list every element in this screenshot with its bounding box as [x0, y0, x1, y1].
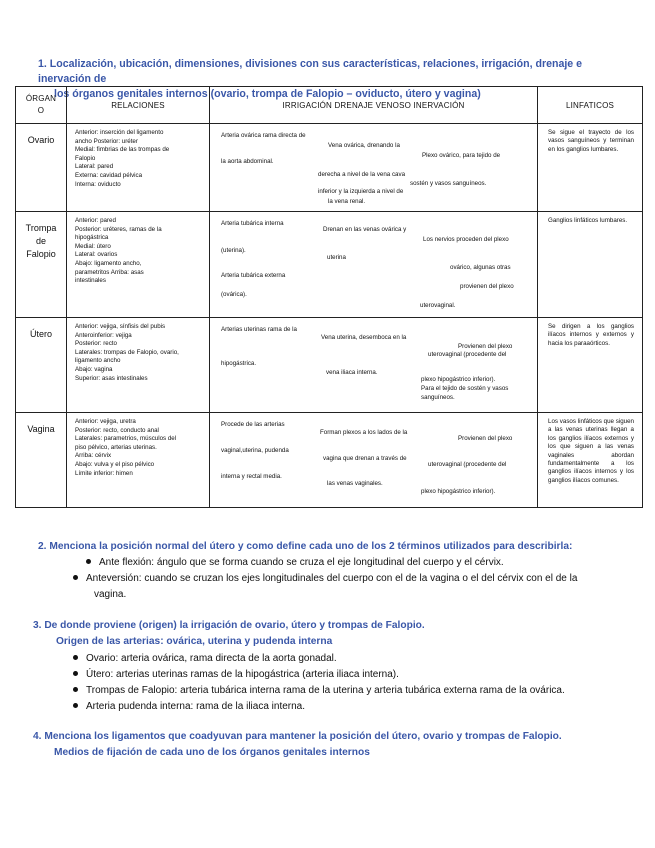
question-3-bullet-1: Ovario: arteria ovárica, rama directa de la aorta gonadal. — [73, 653, 337, 664]
organ-ovario: Ovario — [16, 124, 67, 212]
question-2-bullet-2: Anteversión: cuando se cruzan los ejes longitudinales del cuerpo con el de la vagina o el del cérvix con el de la — [73, 573, 577, 584]
bullet-dot-icon — [86, 559, 91, 564]
irrigacion-utero: Arterias uterinas rama de la hipogástrica. Vena uterina, desemboca en la vena iliaca interna. Provienen del plexo uterovaginal (procedente del plexo hipogástrico inferior). Para el tejido de sostén y vasos sanguíneos. — [210, 318, 538, 413]
anatomy-table — [15, 86, 643, 508]
header-relaciones: RELACIONES — [67, 87, 210, 124]
relaciones-trompa: Anterior: pared Posterior: uréteres, ramas de la hipogástrica Medial: útero Lateral: ovarios Abajo: ligamento ancho, parametritos Arriba: asas intestinales — [67, 212, 210, 318]
question-2-bullet-2-cont: vagina. — [94, 589, 127, 600]
table-row-ovario — [16, 124, 643, 212]
table-header-row — [16, 87, 643, 124]
linfaticos-ovario: Se sigue el trayecto de los vasos sanguíneos y terminan en los ganglios lumbares. — [538, 124, 643, 212]
question-2-bullet-1: Ante flexión: ángulo que se forma cuando se cruza el eje longitudinal del cuerpo y el cérvix. — [86, 557, 504, 568]
relaciones-vagina: Anterior: vejiga, uretra Posterior: recto, conducto anal Laterales: parametrios, músculos del piso pélvico, arterias uterinas. Arriba: cérvix Abajo: vulva y el piso pélvico Límite inferior: himen — [67, 413, 210, 508]
question-4-subtitle: Medios de fijación de cada uno de los órganos genitales internos — [54, 747, 370, 758]
header-irrigacion: IRRIGACIÓN DRENAJE VENOSO INERVACIÓN — [210, 87, 538, 124]
table-row-utero — [16, 318, 643, 413]
table-row-vagina — [16, 413, 643, 508]
irrigacion-ovario: Arteria ovárica rama directa de la aorta abdominal. Vena ovárica, drenando la derecha a nivel de la vena cava inferior y la izquierda a nivel de la vena renal. Plexo ovárico, para tejido de sostén y vasos sanguíneos. — [210, 124, 538, 212]
question-3-title: 3. De donde proviene (origen) la irrigación de ovario, útero y trompas de Falopio. — [33, 620, 425, 631]
question-1-line-2: los órganos genitales internos (ovario, trompa de Falopio – oviducto, útero y vagina) — [54, 88, 481, 100]
question-4-title: 4. Menciona los ligamentos que coadyuvan para mantener la posición del útero, ovario y trompas de Falopio. — [33, 731, 562, 742]
relaciones-utero: Anterior: vejiga, sínfisis del pubis Anteroinferior: vejiga Posterior: recto Laterales: trompas de Falopio, ovario, ligamento ancho Abajo: vagina Superior: asas intestinales — [67, 318, 210, 413]
bullet-dot-icon — [73, 575, 78, 580]
irrigacion-vagina: Procede de las arterias vaginal,uterina, pudenda interna y rectal media. Forman plexos a los lados de la vagina que drenan a través de las venas vaginales. Provienen del plexo uterovaginal (procedente del plexo hipogástrico inferior). — [210, 413, 538, 508]
question-3-bullet-3: Trompas de Falopio: arteria tubárica interna rama de la uterina y arteria tubárica externa rama de la ovárica. — [73, 685, 565, 696]
question-3-bullet-4: Arteria pudenda interna: rama de la iliaca interna. — [73, 701, 305, 712]
table-row-trompa — [16, 212, 643, 318]
bullet-dot-icon — [73, 703, 78, 708]
bullet-dot-icon — [73, 687, 78, 692]
question-3-subtitle: Origen de las arterias: ovárica, uterina y pudenda interna — [56, 636, 333, 647]
linfaticos-utero: Se dirigen a los ganglios ilíacos internos y externos y hacia los paraaórticos. — [538, 318, 643, 413]
question-2-title: 2. Menciona la posición normal del útero y como define cada uno de los 2 términos utilizados para describirla: — [38, 541, 573, 552]
header-organo: ÓRGAN O — [16, 87, 67, 124]
header-linfaticos: LINFATICOS — [538, 87, 643, 124]
bullet-dot-icon — [73, 655, 78, 660]
organ-utero: Útero — [16, 318, 67, 413]
question-3-bullet-2: Útero: arterias uterinas ramas de la hipogástrica (arteria iliaca interna). — [73, 669, 399, 680]
bullet-dot-icon — [73, 671, 78, 676]
linfaticos-trompa: Ganglios linfáticos lumbares. — [538, 212, 643, 318]
organ-trompa: Trompa de Falopio — [16, 212, 67, 318]
question-1-line-1: 1. Localización, ubicación, dimensiones, divisiones con sus características, relaciones, irrigación, drenaje e inervación de — [38, 58, 583, 85]
irrigacion-trompa: Arteria tubárica interna (uterina). Arteria tubárica externa (ovárica). Drenan en las venas ovárica y uterina Los nervios proceden del plexo ovárico, algunas otras provienen del plexo uterovaginal. — [210, 212, 538, 318]
relaciones-ovario: Anterior: inserción del ligamento ancho Posterior: uréter Medial: fimbrias de las trompas de Falopio Lateral: pared Externa: cavidad pélvica Interna: oviducto — [67, 124, 210, 212]
linfaticos-vagina: Los vasos linfáticos que siguen a las venas uterinas llegan a los ganglios ilíacos externos y los que siguen a las venas vaginales abordan fundamentalmente a los ganglios ilíacos internos y los ganglios ilíacos comunes. — [538, 413, 643, 508]
organ-vagina: Vagina — [16, 413, 67, 508]
